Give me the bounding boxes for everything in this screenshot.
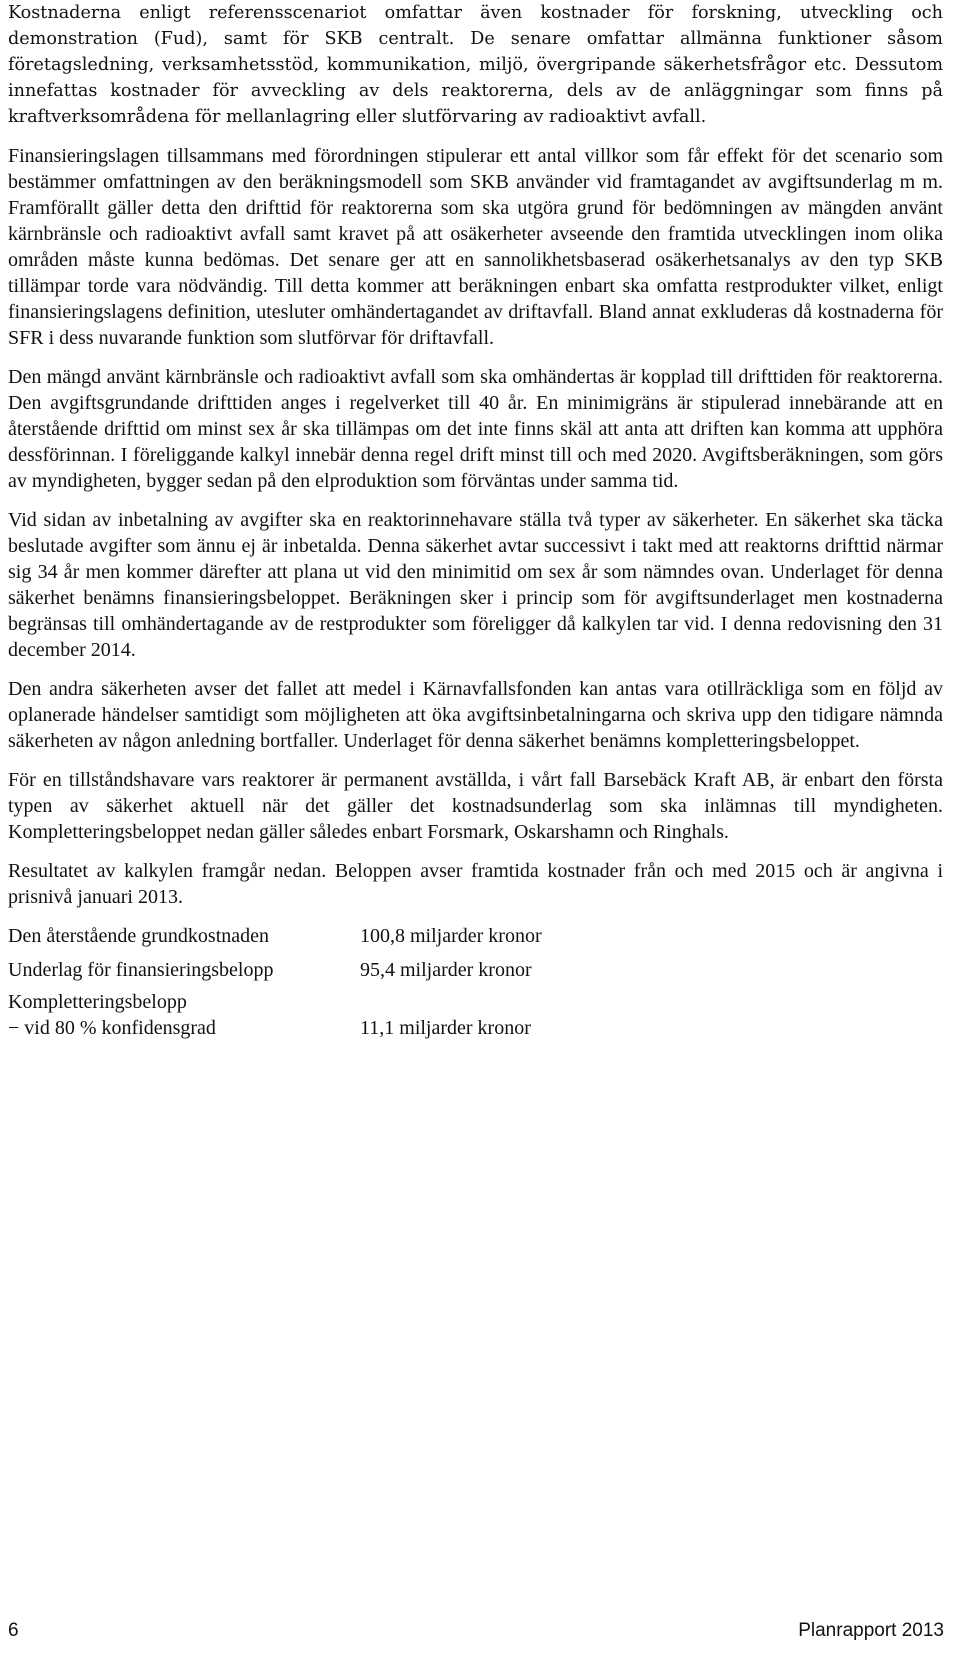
paragraph-sakerheter: Vid sidan av inbetalning av avgifter ska en reaktorinnehavare ställa två typer av säkerheter. En säkerhet ska täcka beslutade avgifter som ännu ej är inbetalda. Denna säkerhet avtar successivt i takt med att reaktorns drifttid närmar sig 34 år men kommer därefter att plana ut vid den minimitid om sex år som nämndes ovan. Underlaget för denna säkerhet benämns finansieringsbeloppet. Beräkningen sker i princip som för avgiftsunderlaget men kostnaderna begränsas till omhändertagande av de restprodukter som föreligger då kalkylen tar vid. I denna redovisning den 31 december 2014.	[8, 509, 943, 661]
results-label-line: Kompletteringsbelopp	[8, 991, 187, 1013]
results-row-grundkostnad	[8, 923, 943, 949]
paragraph-kostnader: Kostnaderna enligt referensscenariot omfattar även kostnader för forskning, utveckling och demonstration (Fud), samt för SKB centralt. De senare omfattar allmänna funktioner såsom företagsledning, verksamhetsstöd, kommunikation, miljö, övergripande säkerhetsfrågor etc. Dessutom innefattas kostnader för avveckling av dels reaktorerna, dels av de anläggningar som finns på kraftverksområdena för mellanlagring eller slutförvaring av radioaktivt avfall.	[8, 3, 943, 127]
results-label: Den återstående grundkostnaden	[8, 925, 270, 947]
results-row-finansieringsbelopp	[8, 957, 943, 983]
paragraph-drifttid: Den mängd använt kärnbränsle och radioaktivt avfall som ska omhändertas är kopplad till drifttiden för reaktorerna. Den avgiftsgrundande drifttiden anges i regelverket till 40 år. En minimigräns är stipulerad innebärande att en återstående drifttid om minst sex år ska tillämpas om det inte finns skäl att anta att driften kan komma att upphöra dessförinnan. I föreliggande kalkyl innebär denna regel drift minst till och med 2020. Avgiftsberäkningen, som görs av myndigheten, bygger sedan på den elproduktion som förväntas under samma tid.	[8, 366, 943, 492]
results-label	[8, 989, 360, 1041]
results-value: 100,8 miljarder kronor	[360, 925, 542, 947]
results-value: 11,1 miljarder kronor	[360, 1017, 531, 1039]
paragraph-resultatet: Resultatet av kalkylen framgår nedan. Beloppen avser framtida kostnader från och med 2015 och är angivna i prisnivå januari 2013.	[8, 860, 943, 908]
results-row-kompletteringsbelopp	[8, 989, 943, 1041]
report-title: Planrapport 2013	[798, 1620, 944, 1641]
paragraph-tillstandshavare: För en tillståndshavare vars reaktorer är permanent avställda, i vårt fall Barsebäck Kraft AB, är enbart den första typen av säkerhet aktuell när det gäller det kostnadsunderlag som ska inlämnas till myndigheten. Kompletteringsbeloppet nedan gäller således enbart Forsmark, Oskarshamn och Ringhals.	[8, 769, 943, 843]
results-label: Underlag för finansieringsbelopp	[8, 959, 274, 981]
results-label-line: − vid 80 % konfidensgrad	[8, 1017, 216, 1039]
paragraph-finansieringslagen: Finansieringslagen tillsammans med förordningen stipulerar ett antal villkor som får effekt för det scenario som bestämmer omfattningen av den beräkningsmodell som SKB använder vid framtagandet av avgiftsunderlag m m. Framförallt gäller detta den drifttid för reaktorerna som ska utgöra grund för bedömningen av mängden använt kärnbränsle och radioaktivt avfall samt kravet på att osäkerheter avseende den framtida utvecklingen inom olika områden måste kunna bedömas. Det senare ger att en sannolikhetsbaserad osäkerhetsanalys av den typ SKB tillämpar torde vara nödvändig. Till detta kommer att beräkningen enbart ska omfatta restprodukter vilket, enligt finansieringslagens definition, utesluter omhändertagandet av driftavfall. Bland annat exkluderas då kostnaderna för SFR i dess nuvarande funktion som slutförvar för driftavfall.	[8, 145, 943, 349]
page-number: 6	[8, 1620, 19, 1641]
results-table	[8, 923, 943, 1041]
page-footer	[8, 1618, 944, 1644]
paragraph-andra-sakerheten: Den andra säkerheten avser det fallet att medel i Kärnavfallsfonden kan antas vara otillräckliga som en följd av oplanerade händelser samtidigt som möjligheten att öka avgiftsinbetalningarna och skriva upp den tidigare nämnda säkerheten av någon anledning bortfaller. Underlaget för denna säkerhet benämns kompletteringsbeloppet.	[8, 678, 943, 752]
results-value: 95,4 miljarder kronor	[360, 959, 532, 981]
body-text	[8, 0, 943, 1041]
